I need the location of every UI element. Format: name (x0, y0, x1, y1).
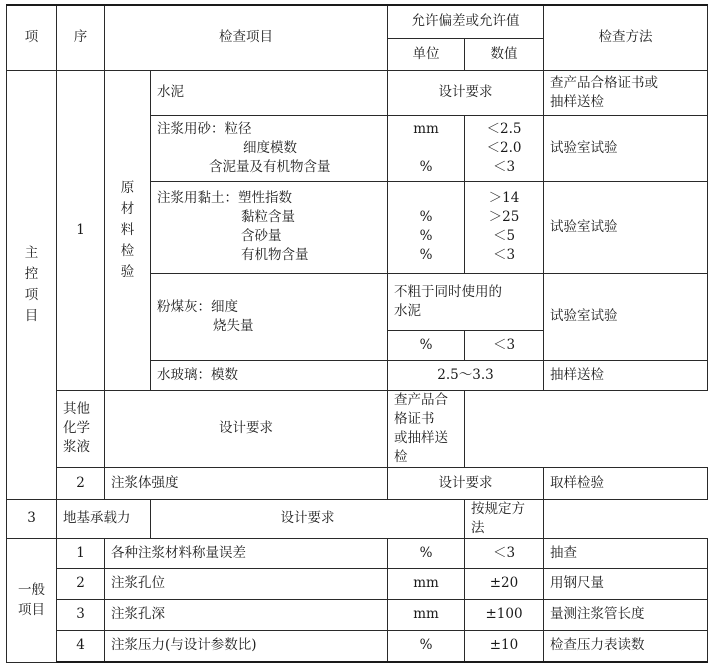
item-clay-sub2: 含砂量 (241, 228, 282, 244)
general-item: 各种注浆材料称量误差 (105, 538, 388, 568)
item-clay-main: 注浆用黏土：塑性指数 (157, 190, 292, 206)
unit-clay-4: % (419, 247, 433, 263)
general-unit: % (388, 630, 465, 662)
general-method: 抽查 (544, 538, 708, 568)
value-clay-2: ＞25 (488, 209, 520, 225)
raw-material-inspection (105, 70, 151, 390)
item-sand (151, 115, 388, 181)
item-sand-main: 注浆用砂：粒径 (157, 120, 252, 137)
unit-sand-3: % (419, 158, 433, 175)
header-method: 检查方法 (544, 5, 708, 70)
method-cement (544, 70, 708, 115)
header-tolerance: 允许偏差或允许值 (388, 5, 544, 38)
method-flyash: 试验室试验 (544, 273, 708, 360)
general-seq: 2 (57, 568, 105, 599)
inspection-standard-table (6, 4, 708, 663)
method-cement-line1: 查产品合格证书或 (550, 74, 658, 91)
item-flyash-main: 粉煤灰：细度 (157, 298, 238, 315)
table-row-bearing-capacity (7, 499, 708, 538)
table-row (7, 630, 708, 662)
req-cement: 设计要求 (388, 70, 544, 115)
item-flyash-sub: 烧失量 (213, 317, 254, 334)
req-flyash (388, 273, 544, 330)
item-flyash (151, 273, 388, 360)
method-waterglass: 抽样送检 (544, 360, 708, 390)
method-grout-strength: 取样检验 (544, 467, 708, 499)
method-other-chemical (388, 390, 465, 467)
general-item: 注浆压力(与设计参数比) (105, 630, 388, 662)
value-clay (465, 181, 544, 273)
unit-sand (388, 115, 465, 181)
general-unit: mm (388, 568, 465, 599)
item-clay-sub3: 有机物含量 (241, 247, 309, 263)
item-other-chemical: 其他化学浆液 (57, 390, 105, 467)
item-bearing-capacity: 地基承载力 (57, 499, 151, 538)
seq-1: 1 (57, 70, 105, 390)
seq-3: 3 (7, 499, 57, 538)
general-value: ＜3 (465, 538, 544, 568)
value-flyash: ＜3 (465, 330, 544, 360)
header-seq: 序 (57, 5, 105, 70)
item-grout-strength: 注浆体强度 (105, 467, 388, 499)
table-row (7, 599, 708, 630)
header-row-1 (7, 5, 708, 38)
header-unit: 单位 (388, 38, 465, 70)
unit-flyash: % (388, 330, 465, 360)
table-row (7, 538, 708, 568)
unit-clay-3: % (419, 228, 433, 244)
category-main-control (7, 70, 57, 499)
unit-sand-1: mm (413, 120, 439, 137)
general-value: ±10 (465, 630, 544, 662)
req-waterglass: 2.5～3.3 (388, 360, 544, 390)
value-sand-3: ＜3 (492, 158, 516, 175)
table-row-other-chemical (7, 390, 708, 467)
item-clay-sub1: 黏粒含量 (241, 209, 295, 225)
method-other-line1: 查产品合格证书 (394, 391, 448, 427)
value-sand (465, 115, 544, 181)
table-row-grout-strength (7, 467, 708, 499)
general-method: 用钢尺量 (544, 568, 708, 599)
general-seq: 1 (57, 538, 105, 568)
method-cement-line2: 抽样送检 (550, 93, 604, 110)
method-clay: 试验室试验 (544, 181, 708, 273)
item-cement: 水泥 (151, 70, 388, 115)
unit-clay-2: % (419, 209, 433, 225)
category-main-control-label: 主控项目 (24, 244, 39, 324)
value-sand-2: ＜2.0 (486, 139, 522, 156)
item-waterglass: 水玻璃：模数 (151, 360, 388, 390)
general-method: 检查压力表读数 (544, 630, 708, 662)
general-unit: mm (388, 599, 465, 630)
category-general (7, 538, 57, 662)
value-sand-1: ＜2.5 (486, 120, 522, 137)
value-clay-3: ＜5 (492, 228, 516, 244)
header-item: 检查项目 (105, 5, 388, 70)
req-other-chemical: 设计要求 (105, 390, 388, 467)
method-sand: 试验室试验 (544, 115, 708, 181)
item-sand-sub2: 含泥量及有机物含量 (209, 158, 331, 175)
general-item: 注浆孔深 (105, 599, 388, 630)
unit-clay-1 (394, 189, 458, 208)
item-sand-sub1: 细度模数 (243, 139, 297, 156)
unit-sand-2 (394, 139, 458, 158)
general-value: ±20 (465, 568, 544, 599)
general-value: ±100 (465, 599, 544, 630)
raw-material-label: 原材料检验 (120, 179, 135, 280)
req-flyash-line2: 水泥 (394, 302, 421, 319)
req-flyash-line1: 不粗于同时使用的 (394, 283, 502, 300)
req-grout-strength: 设计要求 (388, 467, 544, 499)
general-item: 注浆孔位 (105, 568, 388, 599)
header-value: 数值 (465, 38, 544, 70)
value-clay-4: ＜3 (492, 247, 516, 263)
header-category: 项 (7, 5, 57, 70)
general-unit: % (388, 538, 465, 568)
method-bearing-capacity: 按规定方法 (465, 499, 544, 538)
general-seq: 3 (57, 599, 105, 630)
seq-2: 2 (57, 467, 105, 499)
item-clay (151, 181, 388, 273)
req-bearing-capacity: 设计要求 (151, 499, 465, 538)
category-general-label: 一般项目 (18, 581, 45, 618)
general-seq: 4 (57, 630, 105, 662)
unit-clay (388, 181, 465, 273)
method-other-line2: 或抽样送检 (394, 429, 448, 465)
table-row (7, 568, 708, 599)
table-row-cement (7, 70, 708, 115)
value-clay-1: ＞14 (488, 190, 520, 206)
general-method: 量测注浆管长度 (544, 599, 708, 630)
